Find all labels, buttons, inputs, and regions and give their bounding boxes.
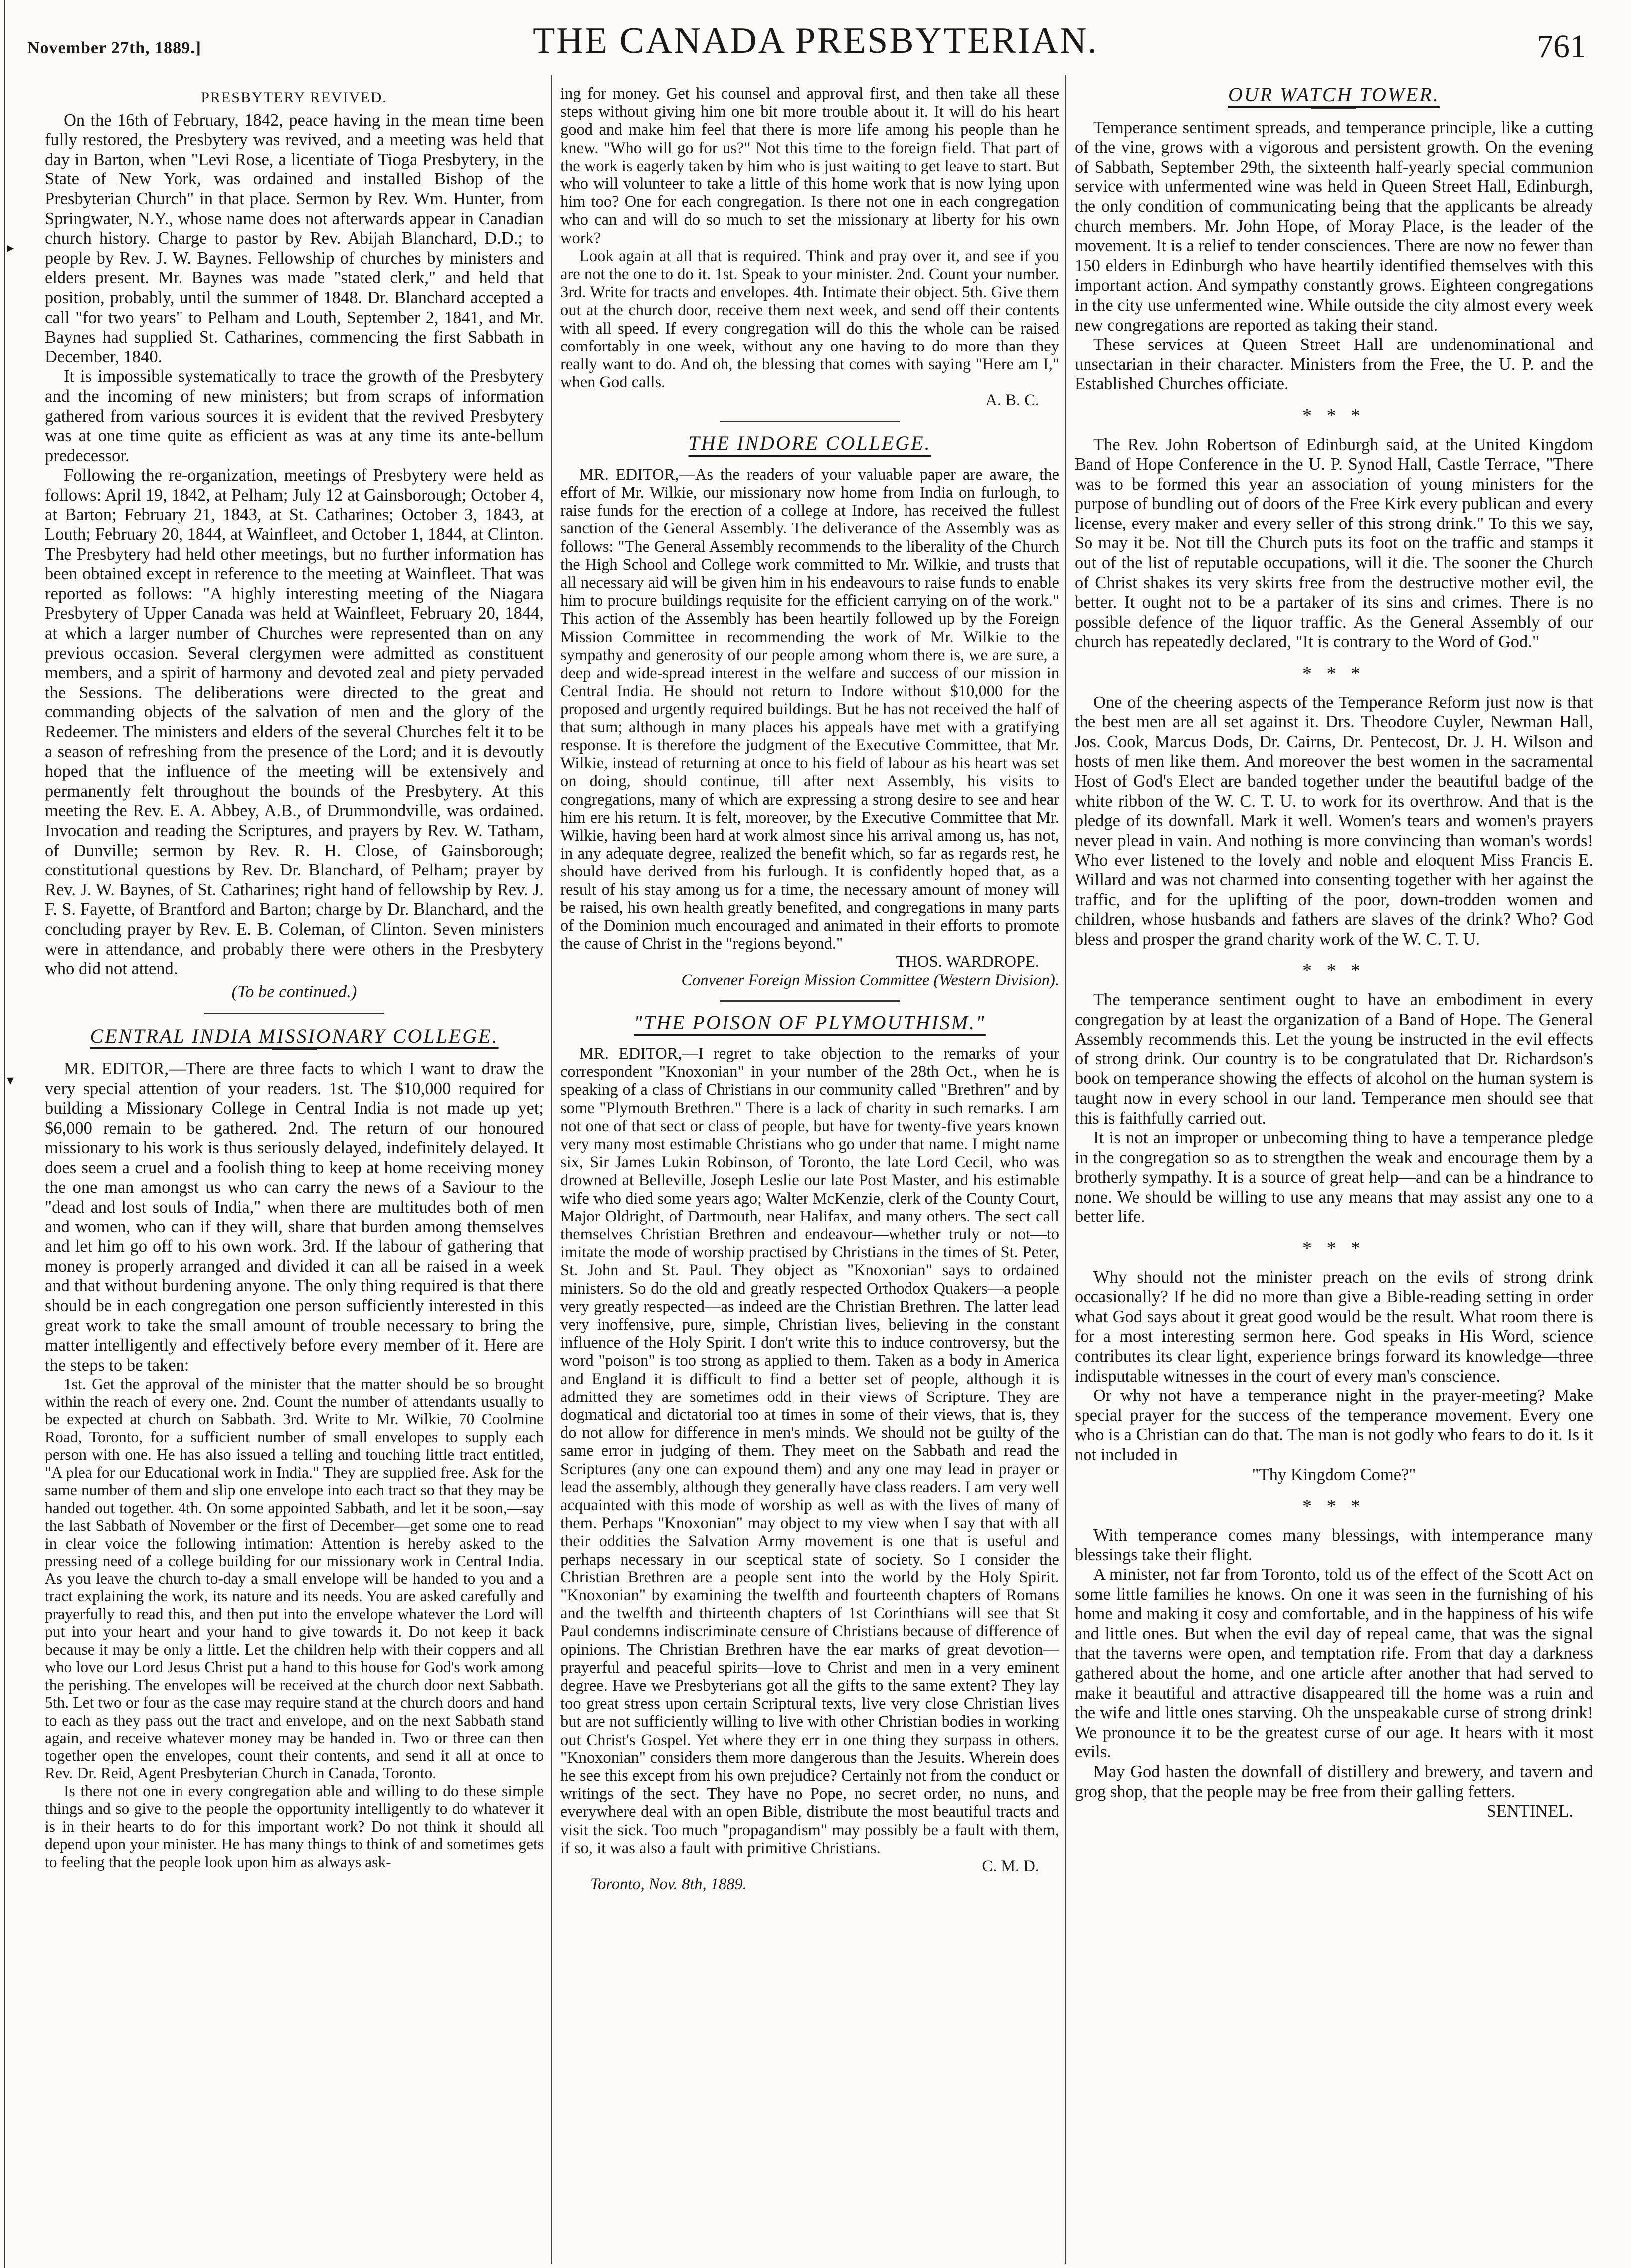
dateline: Toronto, Nov. 8th, 1889. (590, 1875, 747, 1894)
article-paragraph: Is there not one in every congregation able and willing to do these simple things and so give to the people the opportunity intelligently to do whatever it is in their hearts to do for this important work? Do not think it should all depend upon your minister. He has many things to think of and sometimes gets to feeling that the people look upon him as always ask- (45, 1782, 544, 1871)
issue-date: November 27th, 1889.] (27, 39, 201, 57)
page-number: 761 (1537, 28, 1586, 65)
newspaper-title: THE CANADA PRESBYTERIAN. (533, 20, 1098, 61)
quoted-line: "Thy Kingdom Come?" (1252, 1465, 1416, 1484)
asterism: * * * (1302, 1238, 1365, 1259)
heading-rule (787, 455, 832, 457)
column-2 (560, 75, 1059, 1894)
section-divider (204, 1013, 384, 1014)
signature: A. B. C. (985, 391, 1039, 410)
article-heading: "THE POISON OF PLYMOUTHISM." (634, 1011, 986, 1034)
article-paragraph: MR. EDITOR,—There are three facts to which I want to draw the very special attention of your readers. 1st. The $10,000 required for building a Missionary College in Central India is not made up yet; $6,000 remain to be gathered. 2nd. The return of our honoured missionary to his work is thus seriously delayed, indefinitely delayed. It does seem a cruel and a foolish thing to keep at home receiving money the one man amongst us who can carry the news of a Saviour to the "dead and lost souls of India," when there are multitudes both of men and women, who can if they will, share that burden among themselves and let him go off to his own work. 3rd. If the labour of gathering that money is properly arranged and divided it can all be raised in a week and that without burdening anyone. The only thing required is that there should be in each congregation one person sufficiently interested in this great work to take the small amount of trouble necessary to bring the matter intelligently and effectively before every member of it. Here are the steps to be taken: (45, 1059, 544, 1375)
asterism: * * * (1302, 1496, 1365, 1517)
article-paragraph: ing for money. Get his counsel and approval first, and then take all these steps without giving him one bit more trouble about it. It will do his heart good and make him feel that there is more life among his people than he knew. "Who will go for us?" Not this time to the foreign field. That part of the work is eagerly taken by him who is just waiting to get leave to start. But who will volunteer to take a little of this home work that is now lying upon him too? One for each congregation. Is there not one in each congregation who can and will do so much to set the missionary at liberty for his own work? (560, 85, 1059, 247)
asterism: * * * (1302, 663, 1365, 685)
article-heading: CENTRAL INDIA MISSIONARY COLLEGE. (90, 1025, 499, 1047)
article-heading: PRESBYTERY REVIVED. (201, 89, 387, 106)
article-paragraph: Look again at all that is required. Think and pray over it, and see if you are not the one to do it. 1st. Speak to your minister. 2nd. Count your number. 3rd. Write for tracts and envelopes. 4th. Intimate their object. 5th. Give them out at the church door, receive them next week, and send off their contents with all speed. If every congregation will do this the whole can be raised comfortably in one week, without any one having to do more than they really want to do. And oh, the blessing that comes with saying "Here am I," when God calls. (560, 247, 1059, 392)
article-paragraph: These services at Queen Street Hall are undenominational and unsectarian in their character. Ministers from the Free, the U. P. and the Established Churches officiate. (1075, 335, 1593, 394)
section-divider (720, 421, 900, 422)
section-heading: OUR WATCH TOWER. (1228, 83, 1440, 106)
article-paragraph: Temperance sentiment spreads, and temperance principle, like a cutting of the vine, grows with a vigorous and persistent growth. On the evening of Sabbath, September 29th, the sixteenth half-yearly special communion service with unfermented wine was held in Queen Street Hall, Edinburgh, the only condition of communicating being that the applicants be already church members. Mr. John Hope, of Moray Place, is the leader of the movement. It is a relief to tender consciences. There are now no fewer than 150 elders in Edinburgh who have heartily identified themselves with this important action. And sympathy constantly grows. Eighteen congregations in the city use unfermented wine. While outside the city almost every week new congregations are reported as taking their stand. (1075, 118, 1593, 335)
column-1 (45, 75, 544, 1871)
article-paragraph: A minister, not far from Toronto, told us of the effect of the Scott Act on some little families he knows. On one it was seen in the furnishing of his home and making it cosy and comfortable, and in the happiness of his wife and little ones. But when the evil day of repeal came, that was the signal that the taverns were open, and temptation rife. From that day a darkness gathered about the home, and one article after another that had served to make it beautiful and attractive disappeared till the home was a ruin and the wife and little ones starving. Oh the unspeakable curse of strong drink! We pronounce it to be the greatest curse of our age. It hears with it most evils. (1075, 1565, 1593, 1762)
article-paragraph: MR. EDITOR,—As the readers of your valuable paper are aware, the effort of Mr. Wilkie, our missionary now home from India on furlough, to raise funds for the erection of a college at Indore, has received the fullest sanction of the General Assembly. The deliverance of the Assembly was as follows: "The General Assembly recommends to the liberality of the Church the High School and College work committed to Mr. Wilkie, and trusts that all necessary aid will be given him in his endeavours to raise funds to enable him to procure buildings requisite for the efficient carrying on of the work." This action of the Assembly has been heartily followed up by the Foreign Mission Committee in recommending the work of Mr. Wilkie to the sympathy and generosity of our people among whom there is, we are sure, a deep and wide-spread interest in the welfare and success of our mission in Central India. He should not return to Indore without $10,000 for the proposed and urgently required buildings. But he has not received the half of that sum; although in many places his appeals have met with a gratifying response. It is therefore the judgment of the Executive Committee, that Mr. Wilkie, instead of returning at once to his field of labour as his heart was set on doing, should continue, till after next Assembly, his visits to congregations, many of which are expressing a strong desire to see and hear him ere his return. It is felt, moreover, by the Executive Committee that Mr. Wilkie, having been hard at work almost since his arrival among us, has not, in any adequate degree, realized the benefit which, so far as regards rest, he should have derived from his furlough. It is confidently hoped that, as a result of his stay among us for a time, the necessary amount of money will be raised, his own health greatly benefited, and congregations in many parts of the Dominion much encouraged and animated in their efforts to promote the cause of Christ in the "regions beyond." (560, 465, 1059, 953)
article-paragraph: The Rev. John Robertson of Edinburgh said, at the United Kingdom Band of Hope Conference in the U. P. Synod Hall, Castle Terrace, "There was to be formed this year an association of young ministers for the purpose of bundling out of doors of the Free Kirk every publican and every license, every maker and every seller of this strong drink." To this we say, So may it be. Not till the Church puts its foot on the traffic and stamps it out of the list of reputable occupations, will it die. The sooner the Church of Christ shakes its very skirts free from the destructive mother evil, the better. It ought not to be a partaker of its sins and crimes. There is no possible defence of the liquor traffic. As the General Assembly of our church has repeatedly declared, "It is contrary to the Word of God." (1075, 435, 1593, 652)
heading-rule (787, 1035, 832, 1036)
page-edge-rule (4, 0, 5, 2268)
article-paragraph: May God hasten the downfall of distillery and brewery, and tavern and grog shop, that the people may be free from their galling fetters. (1075, 1762, 1593, 1801)
column-rule-2 (1065, 75, 1066, 2264)
article-paragraph: 1st. Get the approval of the minister that the matter should be so brought within the reach of every one. 2nd. Count the number of attendants usually to be expected at church on Sabbath. 3rd. Write to Mr. Wilkie, 70 Coolmine Road, Toronto, for a sufficient number of small envelopes to supply each person with one. He has also issued a telling and touching little tract entitled, "A plea for our Educational work in India." They are supplied free. Ask for the same number of them and slip one envelope into each tract so that they may be handed out together. 4th. On some appointed Sabbath, and let it be soon,—say the last Sabbath of November or the first of December—get some one to read in clear voice the following intimation: Attention is hereby asked to the pressing need of a college building for our missionary work in Central India. As you leave the church to-day a small envelope will be handed to you and a tract explaining the work, its nature and its needs. You are asked carefully and prayerfully to read this, and then put into the envelope whatever the Lord will put into your heart and your hand to give towards it. Do not keep it back because it may be only a little. Let the children help with their coppers and all who love our Lord Jesus Christ put a hand to this house for God's work among the perishing. The envelopes will be received at the church door next Sabbath. 5th. Let two or four as the case may require stand at the church doors and hand to each as they pass out the tract and envelope, and on the next Sabbath stand again, and receive whatever money may be handed in. Two or three can then together open the envelopes, count their contents, and send it all at once to Rev. Dr. Reid, Agent Presbyterian Church in Canada, Toronto. (45, 1375, 544, 1782)
article-paragraph: With temperance comes many blessings, with intemperance many blessings take their flight. (1075, 1525, 1593, 1565)
asterism: * * * (1302, 960, 1365, 982)
masthead (0, 0, 1631, 75)
article-paragraph: The temperance sentiment ought to have an embodiment in every congregation by at least the organization of a Band of Hope. The General Assembly recommends this. Let the young be instructed in the evil effects of strong drink. Our country is to be congratulated that Dr. Richardson's book on temperance showing the effects of alcohol on the human system is taught now in every school in our land. Temperance men should see that this is faithfully carried out. (1075, 990, 1593, 1128)
signature: THOS. WARDROPE. (896, 953, 1039, 971)
signature: SENTINEL. (1486, 1802, 1573, 1821)
signature-title: Convener Foreign Mission Committee (Western Division). (681, 971, 1059, 989)
signature: C. M. D. (982, 1857, 1039, 1876)
article-paragraph: It is impossible systematically to trace the growth of the Presbytery and the incoming of new ministers; but from scraps of information gathered from various sources it is evident that the revived Presbytery was at one time quite as efficient as was at any time its ante-bellum predecessor. (45, 367, 544, 465)
article-paragraph: On the 16th of February, 1842, peace having in the mean time been fully restored, the Presbytery was revived, and a meeting was held that day in Barton, when "Levi Rose, a licentiate of Tioga Presbytery, in the State of New York, was ordained and installed Bishop of the Presbyterian Church" in that place. Sermon by Rev. Wm. Hunter, from Springwater, N.Y., whose name does not afterwards appear in Canadian church history. Charge to pastor by Rev. Abijah Blanchard, D.D.; to people by Rev. J. W. Baynes. Fellowship of churches by ministers and elders present. Mr. Baynes was made "stated clerk," and held that position, probably, until the summer of 1848. Dr. Blanchard accepted a call "for two years" to Pelham and Louth, September 2, 1841, and Mr. Baynes had supplied St. Catharines, commencing the first Sabbath in December, 1840. (45, 110, 544, 366)
article-paragraph: Or why not have a temperance night in the prayer-meeting? Make special prayer for the success of the temperance movement. Every one who is a Christian can do that. The man is not godly who fears to do it. Is it not included in (1075, 1386, 1593, 1464)
article-heading: THE INDORE COLLEGE. (688, 431, 931, 454)
heading-rule (272, 1049, 317, 1050)
article-paragraph: Why should not the minister preach on the evils of strong drink occasionally? If he did no more than give a Bible-reading setting in order what God says about it great good would be the result. What room there is for a most interesting sermon here. God speaks in His Word, science contributes its clear light, experience brings forward its knowledge—three indisputable witnesses in the court of every man's conscience. (1075, 1267, 1593, 1386)
article-paragraph: Following the re-organization, meetings of Presbytery were held as follows: April 19, 1842, at Pelham; July 12 at Gainsborough; October 4, at Barton; February 21, 1843, at St. Catharines; October 3, 1843, at Louth; February 20, 1844, at Wainfleet, and October 1, 1844, at Clinton. The Presbytery had held other meetings, but no further information has been obtained except in reference to the meeting at Wainfleet. That was reported as follows: "A highly interesting meeting of the Niagara Presbytery of Upper Canada was held at Wainfleet, February 20, 1844, at which a larger number of Churches were represented than on any previous occasion. Several clergymen were admitted as constituent members, and a spirit of harmony and devoted zeal and piety pervaded the Sessions. The deliberations were directed to the great and commanding objects of the salvation of men and the glory of the Redeemer. The ministers and elders of the several Churches felt it to be a season of refreshing from the presence of the Lord; and it is devoutly hoped that the influence of the meeting will be extensively and permanently felt throughout the bounds of the Presbytery. At this meeting the Rev. E. A. Abbey, A.B., of Drummondville, was ordained. Invocation and reading the Scriptures, and prayers by Rev. W. Tatham, of Dunville; sermon by Rev. R. H. Close, of Gainsborough; constitutional questions by Rev. Dr. Blanchard, of Pelham; prayer by Rev. J. W. Baynes, of St. Catharines; right hand of fellowship by Rev. J. F. S. Fayette, of Brantford and Barton; charge by Dr. Blanchard, and the concluding prayer by Rev. E. B. Coleman, of Clinton. Seven ministers were in attendance, and probably there were others in the Presbytery who did not attend. (45, 466, 544, 979)
asterism: * * * (1302, 405, 1365, 426)
column-rule-1 (551, 75, 552, 2264)
margin-mark: ▾ (7, 1073, 14, 1088)
section-divider (720, 1000, 900, 1002)
article-paragraph: One of the cheering aspects of the Temperance Reform just now is that the best men are all set against it. Drs. Theodore Cuyler, Newman Hall, Jos. Cook, Marcus Dods, Dr. Cairns, Dr. Pentecost, Dr. J. H. Wilson and hosts of men like them. And moreover the best women in the sacramental Host of God's Elect are banded together under the beautiful badge of the white ribbon of the W. C. T. U. to work for its overthrow. And that is the pledge of its downfall. Mark it well. Women's tears and women's prayers never plead in vain. And nothing is more convincing than woman's words! Who ever listened to the lovely and noble and eloquent Miss Francis E. Willard and was not charmed into consenting together with her against the traffic, and for the uplifting of the poor, down-trodden women and children, whose husbands and fathers are slaves of the drink? Who? God bless and prosper the grand charity work of the W. C. T. U. (1075, 693, 1593, 949)
margin-mark: ▸ (7, 240, 14, 256)
heading-rule (1311, 108, 1356, 109)
column-3 (1075, 75, 1593, 1822)
article-paragraph: It is not an improper or unbecoming thing to have a temperance pledge in the congregation so as to strengthen the weak and encourage them by a brotherly sympathy. It is a source of great help—and can be a hindrance to none. We should be willing to use any means that may assist any one to a better life. (1075, 1128, 1593, 1226)
article-paragraph: MR. EDITOR,—I regret to take objection to the remarks of your correspondent "Knoxonian" in your number of the 28th Oct., when he is speaking of a class of Christians in our community called "Brethren" and by some "Plymouth Brethren." There is a lack of charity in such remarks. I am not one of that sect or class of people, but have for twenty-five years known very many most estimable Christians who go under that name. I might name six, Sir James Lukin Robinson, of Toronto, the late Lord Cecil, who was drowned at Belleville, Joseph Leslie our late Post Master, and his estimable wife who died some years ago; Walter McKenzie, clerk of the County Court, Major Oldright, of Dartmouth, near Halifax, and many others. The sect call themselves Christian Brethren and endeavour—whether truly or not—to imitate the mode of worship practised by Christians in the times of St. Peter, St. John and St. Paul. They object as "Knoxonian" says to ordained ministers. So do the old and greatly respected Orthodox Quakers—a people very greatly respected—as indeed are the Christian Brethren. The latter lead very inoffensive, pure, simple, Christian lives, believing in the constant influence of the Holy Spirit. I don't write this to induce controversy, but the word "poison" is too strong as applied to them. Taken as a body in America and England it is difficult to find a better set of people, although it is admitted they are sometimes odd in their views of Scripture. They are dogmatical and dictatorial too at times in some of their views, that is, they do not allow for difference in men's minds. We should not be guilty of the same error in judging of them. They meet on the Sabbath and read the Scriptures (any one can expound them) and any one may lead in prayer or lead the assembly, although they generally have class readers. I am very well acquainted with this mode of worship as well as with the lives of many of them. Perhaps "Knoxonian" may object to my view when I say that with all their oddities the Salvation Army movement is one that is useful and perhaps necessary in our sceptical state of society. So I consider the Christian Brethren are a people sent into the world by the Holy Spirit. "Knoxonian" by examining the twelfth and fourteenth chapters of Romans and the twelfth and thirteenth chapters of 1st Corinthians will see that St Paul condemns indiscriminate censure of Christians because of difference of opinions. The Christian Brethren have the ear marks of great devotion—prayerful and peaceful spirits—love to Christ and men in a very eminent degree. Have we Presbyterians got all the gifts to the same extent? They lay too great stress upon certain Scriptural texts, live very close Christian lives but are not sufficiently willing to live with other Christian bodies in working out Christ's Gospel. Yet where they err in one thing they surpass in others. "Knoxonian" considers them more dangerous than the Jesuits. Wherein does he see this except from his own prejudice? Certainly not from the conduct or writings of the sect. They have no Pope, no secret order, no nuns, and everywhere deal with an open Bible, distribute the most beautiful tracts and visit the sick. Too much "propagandism" may possibly be a fault with them, if so, it was also a fault with primitive Christians. (560, 1045, 1059, 1857)
continued-note: (To be continued.) (231, 982, 357, 1001)
